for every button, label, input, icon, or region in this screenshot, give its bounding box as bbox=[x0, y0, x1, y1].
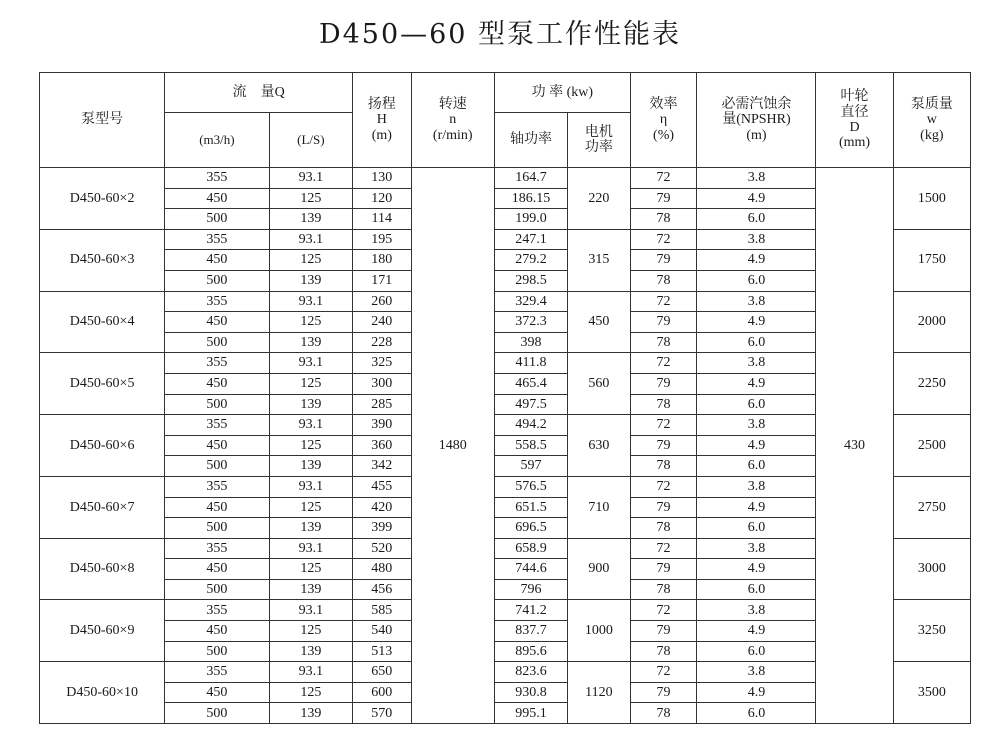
pump-model-cell: D450-60×10 bbox=[40, 662, 165, 724]
efficiency-cell: 79 bbox=[630, 188, 697, 209]
speed-cell: 1480 bbox=[411, 168, 494, 724]
npshr-cell: 3.8 bbox=[697, 538, 816, 559]
npshr-cell: 3.8 bbox=[697, 415, 816, 436]
flow-m3h-cell: 450 bbox=[165, 250, 269, 271]
flow-ls-cell: 125 bbox=[269, 621, 352, 642]
flow-ls-cell: 125 bbox=[269, 435, 352, 456]
flow-m3h-cell: 500 bbox=[165, 518, 269, 539]
header-speed-line: (r/min) bbox=[432, 127, 473, 143]
npshr-cell: 3.8 bbox=[697, 476, 816, 497]
header-flow: 流 量Q bbox=[165, 73, 353, 113]
motor-power-cell: 1000 bbox=[568, 600, 631, 662]
efficiency-cell: 78 bbox=[630, 456, 697, 477]
pump-model-cell: D450-60×5 bbox=[40, 353, 165, 415]
flow-m3h-cell: 450 bbox=[165, 682, 269, 703]
flow-ls-cell: 93.1 bbox=[269, 662, 352, 683]
shaft-power-cell: 823.6 bbox=[495, 662, 568, 683]
pump-mass-cell: 1750 bbox=[893, 229, 970, 291]
npshr-cell: 4.9 bbox=[697, 435, 816, 456]
npshr-cell: 6.0 bbox=[697, 332, 816, 353]
npshr-cell: 6.0 bbox=[697, 456, 816, 477]
pump-mass-cell: 3500 bbox=[893, 662, 970, 724]
flow-m3h-cell: 500 bbox=[165, 332, 269, 353]
head-cell: 228 bbox=[353, 332, 411, 353]
head-cell: 195 bbox=[353, 229, 411, 250]
motor-power-cell: 630 bbox=[568, 415, 631, 477]
flow-ls-cell: 93.1 bbox=[269, 353, 352, 374]
shaft-power-cell: 372.3 bbox=[495, 312, 568, 333]
table-row bbox=[40, 168, 971, 189]
efficiency-cell: 72 bbox=[630, 353, 697, 374]
flow-m3h-cell: 355 bbox=[165, 353, 269, 374]
flow-ls-cell: 125 bbox=[269, 188, 352, 209]
flow-m3h-cell: 500 bbox=[165, 703, 269, 724]
head-cell: 520 bbox=[353, 538, 411, 559]
flow-ls-cell: 139 bbox=[269, 579, 352, 600]
header-flow-m3h: (m3/h) bbox=[165, 113, 269, 168]
head-cell: 360 bbox=[353, 435, 411, 456]
pump-model-cell: D450-60×9 bbox=[40, 600, 165, 662]
header-mass bbox=[893, 73, 970, 168]
shaft-power-cell: 696.5 bbox=[495, 518, 568, 539]
flow-ls-cell: 139 bbox=[269, 209, 352, 230]
npshr-cell: 6.0 bbox=[697, 641, 816, 662]
efficiency-cell: 72 bbox=[630, 662, 697, 683]
pump-model-cell: D450-60×2 bbox=[40, 168, 165, 230]
flow-m3h-cell: 500 bbox=[165, 209, 269, 230]
flow-ls-cell: 139 bbox=[269, 703, 352, 724]
pump-mass-cell: 2250 bbox=[893, 353, 970, 415]
motor-power-cell: 220 bbox=[568, 168, 631, 230]
flow-m3h-cell: 500 bbox=[165, 641, 269, 662]
header-mass-line: w bbox=[926, 112, 937, 128]
header-mass-line: (kg) bbox=[920, 127, 944, 143]
header-motor-power-line: 电机 bbox=[584, 124, 613, 140]
pump-mass-cell: 2000 bbox=[893, 291, 970, 353]
flow-m3h-cell: 500 bbox=[165, 270, 269, 291]
motor-power-cell: 710 bbox=[568, 476, 631, 538]
table-body bbox=[40, 168, 971, 724]
header-head bbox=[353, 73, 411, 168]
shaft-power-cell: 895.6 bbox=[495, 641, 568, 662]
shaft-power-cell: 651.5 bbox=[495, 497, 568, 518]
motor-power-cell: 900 bbox=[568, 538, 631, 600]
head-cell: 260 bbox=[353, 291, 411, 312]
efficiency-cell: 72 bbox=[630, 415, 697, 436]
header-efficiency-line: η bbox=[659, 112, 668, 128]
npshr-cell: 3.8 bbox=[697, 168, 816, 189]
efficiency-cell: 78 bbox=[630, 270, 697, 291]
pump-mass-cell: 3250 bbox=[893, 600, 970, 662]
flow-ls-cell: 93.1 bbox=[269, 168, 352, 189]
npshr-cell: 4.9 bbox=[697, 497, 816, 518]
npshr-cell: 6.0 bbox=[697, 518, 816, 539]
header-impeller-line: 直径 bbox=[840, 104, 869, 120]
flow-ls-cell: 139 bbox=[269, 456, 352, 477]
table-header bbox=[40, 73, 971, 168]
efficiency-cell: 78 bbox=[630, 518, 697, 539]
pump-model-cell: D450-60×6 bbox=[40, 415, 165, 477]
header-power: 功 率 (kw) bbox=[495, 73, 631, 113]
flow-m3h-cell: 355 bbox=[165, 229, 269, 250]
flow-m3h-cell: 355 bbox=[165, 291, 269, 312]
motor-power-cell: 450 bbox=[568, 291, 631, 353]
efficiency-cell: 79 bbox=[630, 497, 697, 518]
flow-m3h-cell: 355 bbox=[165, 168, 269, 189]
flow-m3h-cell: 355 bbox=[165, 600, 269, 621]
efficiency-cell: 79 bbox=[630, 250, 697, 271]
efficiency-cell: 78 bbox=[630, 703, 697, 724]
head-cell: 399 bbox=[353, 518, 411, 539]
flow-m3h-cell: 450 bbox=[165, 373, 269, 394]
pump-model-cell: D450-60×3 bbox=[40, 229, 165, 291]
efficiency-cell: 72 bbox=[630, 291, 697, 312]
flow-ls-cell: 139 bbox=[269, 641, 352, 662]
shaft-power-cell: 164.7 bbox=[495, 168, 568, 189]
flow-m3h-cell: 450 bbox=[165, 435, 269, 456]
header-npshr-line: 必需汽蚀余 bbox=[721, 96, 792, 112]
flow-ls-cell: 139 bbox=[269, 394, 352, 415]
head-cell: 650 bbox=[353, 662, 411, 683]
motor-power-cell: 560 bbox=[568, 353, 631, 415]
npshr-cell: 6.0 bbox=[697, 579, 816, 600]
npshr-cell: 4.9 bbox=[697, 621, 816, 642]
shaft-power-cell: 558.5 bbox=[495, 435, 568, 456]
head-cell: 325 bbox=[353, 353, 411, 374]
head-cell: 513 bbox=[353, 641, 411, 662]
performance-table bbox=[39, 72, 971, 724]
head-cell: 240 bbox=[353, 312, 411, 333]
npshr-cell: 6.0 bbox=[697, 270, 816, 291]
head-cell: 600 bbox=[353, 682, 411, 703]
shaft-power-cell: 279.2 bbox=[495, 250, 568, 271]
efficiency-cell: 78 bbox=[630, 641, 697, 662]
flow-m3h-cell: 450 bbox=[165, 312, 269, 333]
shaft-power-cell: 329.4 bbox=[495, 291, 568, 312]
flow-ls-cell: 93.1 bbox=[269, 538, 352, 559]
header-pump-type: 泵型号 bbox=[40, 73, 165, 168]
flow-m3h-cell: 500 bbox=[165, 394, 269, 415]
npshr-cell: 4.9 bbox=[697, 312, 816, 333]
head-cell: 300 bbox=[353, 373, 411, 394]
shaft-power-cell: 741.2 bbox=[495, 600, 568, 621]
header-impeller bbox=[816, 73, 893, 168]
pump-mass-cell: 3000 bbox=[893, 538, 970, 600]
efficiency-cell: 72 bbox=[630, 476, 697, 497]
shaft-power-cell: 398 bbox=[495, 332, 568, 353]
flow-ls-cell: 125 bbox=[269, 559, 352, 580]
shaft-power-cell: 796 bbox=[495, 579, 568, 600]
header-speed bbox=[411, 73, 494, 168]
head-cell: 180 bbox=[353, 250, 411, 271]
efficiency-cell: 72 bbox=[630, 538, 697, 559]
npshr-cell: 4.9 bbox=[697, 373, 816, 394]
shaft-power-cell: 930.8 bbox=[495, 682, 568, 703]
flow-ls-cell: 93.1 bbox=[269, 476, 352, 497]
shaft-power-cell: 298.5 bbox=[495, 270, 568, 291]
head-cell: 171 bbox=[353, 270, 411, 291]
flow-m3h-cell: 450 bbox=[165, 497, 269, 518]
pump-model-cell: D450-60×8 bbox=[40, 538, 165, 600]
header-efficiency-line: (%) bbox=[653, 127, 675, 143]
flow-ls-cell: 125 bbox=[269, 497, 352, 518]
header-speed-line: 转速 bbox=[438, 96, 467, 112]
flow-ls-cell: 139 bbox=[269, 332, 352, 353]
motor-power-cell: 1120 bbox=[568, 662, 631, 724]
efficiency-cell: 79 bbox=[630, 682, 697, 703]
shaft-power-cell: 465.4 bbox=[495, 373, 568, 394]
head-cell: 570 bbox=[353, 703, 411, 724]
header-shaft-power: 轴功率 bbox=[495, 113, 568, 168]
efficiency-cell: 79 bbox=[630, 621, 697, 642]
header-impeller-line: D bbox=[849, 120, 860, 135]
header-head-line: H bbox=[376, 112, 387, 128]
efficiency-cell: 72 bbox=[630, 600, 697, 621]
npshr-cell: 6.0 bbox=[697, 209, 816, 230]
page-title: D450—60 型泵工作性能表 bbox=[318, 19, 682, 50]
flow-ls-cell: 93.1 bbox=[269, 415, 352, 436]
shaft-power-cell: 837.7 bbox=[495, 621, 568, 642]
header-mass-line: 泵质量 bbox=[910, 96, 953, 112]
header-npshr-line: 量(NPSHR) bbox=[722, 112, 791, 128]
flow-ls-cell: 93.1 bbox=[269, 600, 352, 621]
npshr-cell: 3.8 bbox=[697, 229, 816, 250]
efficiency-cell: 79 bbox=[630, 435, 697, 456]
head-cell: 114 bbox=[353, 209, 411, 230]
head-cell: 540 bbox=[353, 621, 411, 642]
header-motor-power bbox=[568, 113, 631, 168]
shaft-power-cell: 247.1 bbox=[495, 229, 568, 250]
efficiency-cell: 79 bbox=[630, 373, 697, 394]
head-cell: 342 bbox=[353, 456, 411, 477]
shaft-power-cell: 597 bbox=[495, 456, 568, 477]
header-efficiency-line: 效率 bbox=[649, 96, 678, 112]
head-cell: 420 bbox=[353, 497, 411, 518]
flow-ls-cell: 125 bbox=[269, 312, 352, 333]
flow-m3h-cell: 450 bbox=[165, 188, 269, 209]
efficiency-cell: 79 bbox=[630, 312, 697, 333]
head-cell: 120 bbox=[353, 188, 411, 209]
npshr-cell: 3.8 bbox=[697, 291, 816, 312]
efficiency-cell: 78 bbox=[630, 579, 697, 600]
efficiency-cell: 78 bbox=[630, 209, 697, 230]
flow-ls-cell: 93.1 bbox=[269, 291, 352, 312]
flow-m3h-cell: 450 bbox=[165, 559, 269, 580]
npshr-cell: 3.8 bbox=[697, 662, 816, 683]
head-cell: 285 bbox=[353, 394, 411, 415]
head-cell: 455 bbox=[353, 476, 411, 497]
shaft-power-cell: 658.9 bbox=[495, 538, 568, 559]
header-impeller-line: (mm) bbox=[838, 135, 871, 151]
head-cell: 585 bbox=[353, 600, 411, 621]
pump-model-cell: D450-60×7 bbox=[40, 476, 165, 538]
header-efficiency bbox=[630, 73, 697, 168]
npshr-cell: 3.8 bbox=[697, 600, 816, 621]
header-head-line: (m) bbox=[371, 127, 392, 143]
flow-ls-cell: 93.1 bbox=[269, 229, 352, 250]
npshr-cell: 3.8 bbox=[697, 353, 816, 374]
pump-mass-cell: 2750 bbox=[893, 476, 970, 538]
flow-ls-cell: 125 bbox=[269, 250, 352, 271]
shaft-power-cell: 995.1 bbox=[495, 703, 568, 724]
npshr-cell: 4.9 bbox=[697, 682, 816, 703]
impeller-diameter-cell: 430 bbox=[816, 168, 893, 724]
flow-ls-cell: 125 bbox=[269, 373, 352, 394]
flow-m3h-cell: 355 bbox=[165, 538, 269, 559]
shaft-power-cell: 199.0 bbox=[495, 209, 568, 230]
flow-m3h-cell: 500 bbox=[165, 579, 269, 600]
pump-model-cell: D450-60×4 bbox=[40, 291, 165, 353]
flow-ls-cell: 139 bbox=[269, 270, 352, 291]
flow-ls-cell: 139 bbox=[269, 518, 352, 539]
shaft-power-cell: 186.15 bbox=[495, 188, 568, 209]
header-speed-line: n bbox=[449, 112, 457, 128]
header-head-line: 扬程 bbox=[367, 96, 396, 112]
header-npshr-line: (m) bbox=[746, 127, 767, 143]
shaft-power-cell: 744.6 bbox=[495, 559, 568, 580]
npshr-cell: 4.9 bbox=[697, 559, 816, 580]
pump-mass-cell: 1500 bbox=[893, 168, 970, 230]
shaft-power-cell: 576.5 bbox=[495, 476, 568, 497]
header-motor-power-line: 功率 bbox=[584, 140, 613, 155]
efficiency-cell: 72 bbox=[630, 229, 697, 250]
efficiency-cell: 72 bbox=[630, 168, 697, 189]
flow-m3h-cell: 450 bbox=[165, 621, 269, 642]
head-cell: 456 bbox=[353, 579, 411, 600]
npshr-cell: 4.9 bbox=[697, 188, 816, 209]
flow-m3h-cell: 355 bbox=[165, 415, 269, 436]
npshr-cell: 6.0 bbox=[697, 394, 816, 415]
shaft-power-cell: 497.5 bbox=[495, 394, 568, 415]
npshr-cell: 4.9 bbox=[697, 250, 816, 271]
shaft-power-cell: 494.2 bbox=[495, 415, 568, 436]
npshr-cell: 6.0 bbox=[697, 703, 816, 724]
header-flow-ls: (L/S) bbox=[269, 113, 352, 168]
shaft-power-cell: 411.8 bbox=[495, 353, 568, 374]
head-cell: 390 bbox=[353, 415, 411, 436]
flow-m3h-cell: 355 bbox=[165, 662, 269, 683]
header-impeller-line: 叶轮 bbox=[840, 89, 869, 105]
pump-mass-cell: 2500 bbox=[893, 415, 970, 477]
flow-m3h-cell: 500 bbox=[165, 456, 269, 477]
efficiency-cell: 78 bbox=[630, 394, 697, 415]
efficiency-cell: 79 bbox=[630, 559, 697, 580]
head-cell: 480 bbox=[353, 559, 411, 580]
flow-ls-cell: 125 bbox=[269, 682, 352, 703]
head-cell: 130 bbox=[353, 168, 411, 189]
motor-power-cell: 315 bbox=[568, 229, 631, 291]
header-npshr bbox=[697, 73, 816, 168]
flow-m3h-cell: 355 bbox=[165, 476, 269, 497]
efficiency-cell: 78 bbox=[630, 332, 697, 353]
